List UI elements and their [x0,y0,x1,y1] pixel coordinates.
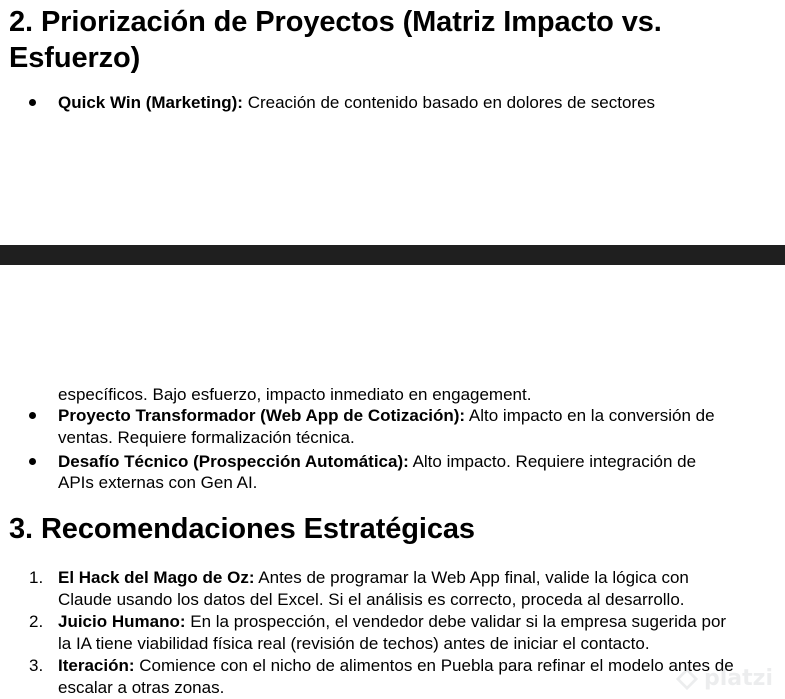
section-2-heading-line2: Esfuerzo) [9,42,141,74]
section-2-heading [9,4,662,76]
watermark-text: platzi [704,666,773,691]
list-item-desafio-tecnico [58,451,696,472]
list-item-iteracion-continued: escalar a otras zonas. [58,678,225,697]
list-item-juicio-humano [58,611,726,632]
platzi-logo-icon [676,668,698,690]
list-item-quick-win-continued: específicos. Bajo esfuerzo, impacto inmediato en engagement. [58,385,532,404]
list-item-desafio-tecnico-continued: APIs externas con Gen AI. [58,473,258,492]
list-item-proyecto-transformador [58,405,715,426]
list-item-juicio-humano-continued: la IA tiene viabilidad física real (revisión de techos) antes de iniciar el contacto. [58,634,650,653]
list-item-text: Antes de programar la Web App final, valide la lógica con [254,568,689,587]
list-item-label: El Hack del Mago de Oz: [58,568,255,587]
list-item-label: Proyecto Transformador (Web App de Cotización): [58,406,466,425]
list-item-quick-win [58,92,655,113]
section-2-heading-line1: 2. Priorización de Proyectos (Matriz Impacto vs. [9,6,662,38]
list-item-text: Alto impacto en la conversión de [465,406,715,425]
bullet-marker [29,99,36,106]
list-item-label: Desafío Técnico (Prospección Automática): [58,452,409,471]
list-item-label: Iteración: [58,656,135,675]
list-number: 3. [29,656,44,675]
list-item-text: Alto impacto. Requiere integración de [408,452,697,471]
list-item-text: Comience con el nicho de alimentos en Puebla para refinar el modelo antes de [134,656,734,675]
bullet-marker [29,458,36,465]
bullet-marker [29,412,36,419]
list-item-proyecto-transformador-continued: ventas. Requiere formalización técnica. [58,428,355,447]
platzi-watermark [676,666,773,691]
list-number: 2. [29,612,44,631]
section-3-heading: 3. Recomendaciones Estratégicas [9,513,475,545]
list-item-text: Creación de contenido basado en dolores de sectores [242,93,656,112]
list-item-label: Juicio Humano: [58,612,186,631]
list-item-iteracion [58,655,734,676]
list-item-hack-mago-oz-continued: Claude usando los datos del Excel. Si el análisis es correcto, proceda al desarrollo. [58,590,685,609]
list-item-label: Quick Win (Marketing): [58,93,243,112]
list-item-text: En la prospección, el vendedor debe validar si la empresa sugerida por [185,612,727,631]
page-break-bar [0,245,785,265]
list-number: 1. [29,568,44,587]
list-item-hack-mago-oz [58,567,689,588]
